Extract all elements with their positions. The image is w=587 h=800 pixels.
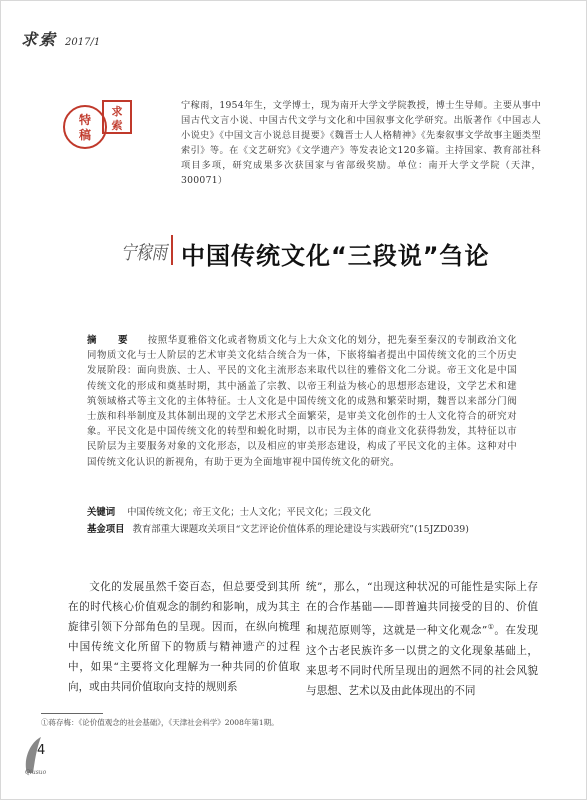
article-title: 中国传统文化“三段说”刍论 [181,242,490,270]
keywords-text: 中国传统文化；帝王文化；士人文化；平民文化；三段文化 [127,507,371,518]
seal-char-4: 索 [111,119,123,132]
body-column-right [306,577,538,701]
keywords [87,504,517,518]
body-column-left: 文化的发展虽然千姿百态，但总要受到其所在的时代核心价值观念的制约和影响，成为其主旋律引领下分部角色的呈现。因而，在纵向梳理中国传统文化所留下的物质与精神遗产的过程中，如果“主要将文化理解为一种共同的价值取向，或由共同价值取向支持的规则系 [68,581,300,693]
abstract-text: 按照华夏雅俗文化或者物质文化与上大众文化的划分，把先秦至秦汉的专制政治文化同物质文化与士人阶层的艺术审美文化结合统合为一体，下嵌将编者提出中国传统文化的三个历史发展阶段：面向贵族、士人、平民的文化主流形态来取代以往的雅俗文化二分说。帝王文化是中国传统文化的形成和奠基时期，其中涵盖了宗教、以帝王利益为核心的思想形态建设，文学艺术和建筑领域格式等主文化的主体特征。士人文化是中国传统文化的成熟和繁荣时期，魏晋以来部分门阀士族和科举制度及其体制出现的文学艺术形式全面繁荣，是审美文化创作的士人文化符合的研究对象。平民文化是中国传统文化的转型和蜕化时期，以市民为主体的商业文化获得勃发，其特征以市民阶层为主要服务对象的文化形态，以及相应的审美形态建设，构成了平民文化的主体。这种对中国传统文化认识的新视角，有助于更为全面地审视中国传统文化的研究。 [87,335,517,468]
keywords-label: 关键词 [87,507,116,518]
seal-char-2: 稿 [78,128,92,142]
footnote-ref: ① [487,623,495,631]
body-right-text: 统”，那么，“出现这种状况的可能性是实际上存在的合作基础——即普遍共同接受的目的、价值和规范原则等，这就是一种文化观念” [306,581,538,637]
fund-label: 基金项目 [87,524,125,535]
fund-text: 教育部重大课题攻关项目“文艺评论价值体系的理论建设与实践研究”(15JZD039) [132,524,469,535]
fund-project [87,522,517,537]
running-head [21,27,100,50]
footnote: ①蒋存梅：《论价值观念的社会基础》，《天津社会科学》2008年第1期。 [41,718,279,727]
page-number: 4 [37,743,46,758]
author-bio: 宁稼雨，1954年生，文学博士，现为南开大学文学院教授，博士生导师。主要从事中国古代文言小说、中国古代文学与文化和中国叙事文化学研究。出版著作《中国志人小说史》《中国文言小说总目提要》《魏晋士人人格精神》《先秦叙事文学故事主题类型索引》等。在《文艺研究》《文学遗产》等发表论文120多篇。主持国家、教育部社科项目多项，研究成果多次获国家与省部级奖励。单位：南开大学文学院（天津，300071） [181,100,541,186]
body-right-tail: 。在发现这个古老民族许多一以贯之的文化现象基础上，来思考不同时代所呈现出的迥然不同的社会风貌与思想、艺术以及由此体现出的不同 [306,624,538,697]
title-divider [171,235,173,265]
footnote-rule [41,713,103,714]
issue-label: 2017/1 [65,37,101,48]
author-signature [119,231,170,269]
seal-char-3: 求 [111,105,123,118]
folio-word: Qiusuo [25,769,47,776]
author-signature-text: 宁稼雨 [121,242,170,264]
abstract [87,333,517,470]
special-manuscript-seal [61,97,135,153]
journal-name: 求索 [21,30,58,49]
abstract-label: 摘 要 [87,335,134,346]
seal-char-1: 特 [78,113,92,127]
